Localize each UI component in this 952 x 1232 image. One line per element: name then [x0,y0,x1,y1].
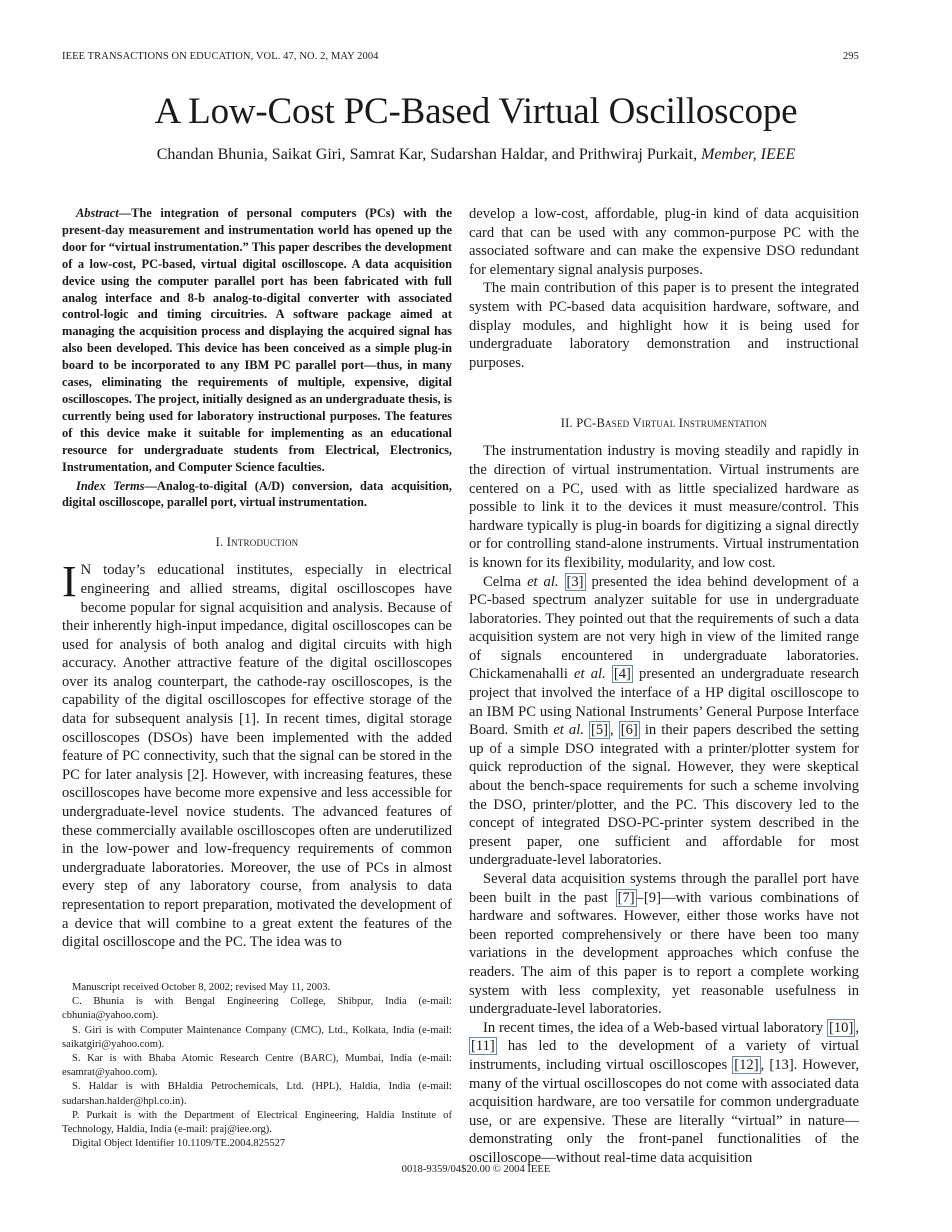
et-al: et al. [527,573,559,590]
drop-cap: I [62,557,77,607]
index-terms-text: —Analog-to-digital (A/D) conversion, data acquisition, digital oscilloscope, parallel port, virtual instrumentation. [62,478,453,510]
text-run: Several data acquisition systems through the parallel port have been built in the past [469,871,859,906]
page-number: 295 [842,51,859,62]
footnote: S. Haldar is with BHaldia Petrochemicals, Ltd. (HPL), Haldia, India (e-mail: sudarshan.halder@hpl.co.in). [62,1081,452,1107]
intro-paragraph-1 [62,557,452,951]
section2-paragraph-2: Celma et al. [3] presented the idea behind development of a PC-based spectrum analyzer suitable for use in undergraduate laboratories. They pointed out that the requirements of such a data acquisition system are not very high in view of the limited range of signals encountered in undergraduate laboratories. Chickamenahalli et al. [4] presented an undergraduate research project that involved the interface of a HP digital oscilloscope to an IBM PC using National Instruments’ General Purpose Interface Board. Smith et al. [5] , [6] in their papers described the setting up of a simple DSO integrated with a printer/plotter system for quick reproduction of the signal. However, they were skeptical about the bench-space requirements for such a scheme involving the DSO, printer/plotter, and the PC. This discovery led to the concept of integrated DSO-PC-printer system described in the present paper, one sufficient and affordable for most undergraduate-level laboratories. [469,573,860,869]
text-run: presented an undergraduate research project that involved the interface of a HP digital oscilloscope to an IBM PC using National Instruments’ General Purpose Interface Board. Smith [469,666,859,739]
text-run: , [13]. However, many of the virtual oscilloscopes do not come with associated data acquisition hardware, are too versatile for common undergraduate use, or are expensive. These are literally “virtual” in nature—demonstrating only the front-panel functionalities of the oscilloscope—without real-time data acquisition [469,1056,859,1166]
text-run: Celma [483,573,528,590]
footnote: Manuscript received October 8, 2002; revised May 11, 2003. [72,982,331,993]
section-numeral: I. [215,535,224,550]
index-terms-label: Index Terms [76,478,145,493]
footnote: S. Giri is with Computer Maintenance Company (CMC), Ltd., Kolkata, India (e-mail: saikatgiri@yahoo.com). [62,1024,452,1050]
footnote: S. Kar is with Bhaba Atomic Research Centre (BARC), Mumbai, India (e-mail: esamrat@yahoo.com). [62,1053,452,1079]
author-line [0,146,952,164]
abstract [62,205,452,476]
section-heading-virtual-instrumentation [469,416,859,431]
citation-link-5[interactable]: [5] [591,722,609,739]
author-membership: Member, IEEE [701,146,796,163]
right-column [469,205,859,1168]
copyright-footer: 0018-9359/04$20.00 © 2004 IEEE [401,1164,551,1175]
citation-link-12[interactable]: [12] [734,1056,759,1073]
citation-link-10[interactable]: [10] [829,1019,854,1036]
footnote: C. Bhunia is with Bengal Engineering College, Shibpur, India (e-mail: cbhunia@yahoo.com). [62,996,452,1022]
et-al: et al. [574,666,606,683]
citation-link-7[interactable]: [7] [617,889,635,906]
footnote: P. Purkait is with the Department of Electrical Engineering, Haldia Institute of Technology, Haldia, India (e-mail: praj@iee.org). [62,1109,452,1136]
section-title: Introduction [226,535,299,550]
abstract-label: Abstract [76,206,119,220]
section2-paragraph-1: The instrumentation industry is moving steadily and rapidly in the direction of virtual instrumentation. Virtual instruments are centered on a PC, used with as little specialized hardware as possible to link it to the devices it must measure/control. This hardware typically is plug-in boards for digitizing a signal directly or for controlling stand-alone instruments. Virtual instrumentation is known for its flexibility, modularity, and low cost. [469,443,859,571]
et-al: et al. [553,722,584,739]
intro-paragraph-2: The main contribution of this paper is to present the integrated system with PC-based data acquisition hardware, software, and display modules, and highlight how it is being used for undergraduate laboratory demonstration and instructional purposes. [469,280,859,371]
left-column [62,205,452,952]
index-terms [62,478,452,512]
section2-paragraph-3 [469,870,859,1019]
running-header [62,51,859,62]
abstract-text: —The integration of personal computers (PCs) with the present-day measurement and instrumentation world has opened up the door for “virtual instrumentation.” This paper describes the development of a low-cost, PC-based, virtual digital oscilloscope. A data acquisition device using the computer parallel port has been fabricated with full analog interface and 8-b analog-to-digital converter with associated control-logic and timing circuitries. A software package aimed at managing the acquisition process and displaying the acquired signal has also been developed. This device has been conceived as a simple plug-in board to be incorporated to any IBM PC parallel port—thus, in many cases, eliminating the requirements of multiple, expensive, digital oscilloscopes. The project, initially designed as an undergraduate thesis, is currently being used for laboratory instructional purposes. The features of this device make it suitable for implementing as an educational resource for undergraduate students from Electrical, Electronics, Instrumentation, and Computer Science faculties. [62,206,452,474]
text-run: In recent times, the idea of a Web-based virtual laboratory [483,1019,828,1036]
text-run: presented the idea behind development of a PC-based spectrum analyzer suitable for use in undergraduate laboratories. They pointed out that the requirements of such a data acquisition system are not very high in view of the limited range of signals encountered in undergraduate laboratories. Chickamenahalli [469,573,860,683]
text-run: has led to the development of a variety of virtual instruments, including virtual oscilloscopes [469,1038,859,1073]
footnotes [62,981,452,1151]
citation-link-11[interactable]: [11] [471,1038,495,1055]
citation-link-6[interactable]: [6] [620,722,638,739]
section-heading-introduction [62,535,452,550]
section-title: PC-Based Virtual Instrumentation [576,416,768,431]
paper-title: A Low-Cost PC-Based Virtual Oscilloscope [154,91,798,132]
intro-paragraph-1-text: N today’s educational institutes, especially in electrical engineering and allied streams, digital oscilloscopes have become popular for signal acquisition and analysis. Because of their inherently high-input impedance, digital oscilloscopes can be used for analysis of both analog and digital circuits with high accuracy. Another attractive feature of the digital oscilloscopes over its analog counterpart, the cathode-ray oscilloscopes, is the capability of the digital oscilloscopes for effective storage of the data for subsequent analysis [1]. In recent times, digital storage oscilloscopes (DSOs) have been implemented with the added feature of PC connectivity, such that the signal can be stored in the PC for later analysis [2]. However, with increasing features, these oscilloscopes have become more expensive and less accessible for undergraduate-level novice students. The advanced features of these commercially available oscilloscopes often are underutilized in the low-power and low-frequency requirements of common undergraduate laboratories. Moreover, the use of PCs in almost every step of any laboratory course, from analysis to data representation to report preparation, motivated the development of a device that will combine to a great extent the features of the digital oscilloscope and the PC. The idea was to [62,562,452,951]
text-run: in their papers described the setting up of a simple DSO integrated with a printer/plotter system for quick reproduction of the signal. However, they were skeptical about the bench-space requirements for such a scheme involving the DSO, printer/plotter, and the PC. This discovery led to the concept of integrated DSO-PC-printer system described in the present paper, one sufficient and affordable for most undergraduate-level laboratories. [469,722,860,869]
footnote: Digital Object Identifier 10.1109/TE.2004.825527 [72,1138,286,1150]
section-numeral: II. [560,416,573,431]
citation-link-3[interactable]: [3] [566,573,584,590]
section2-paragraph-4: In recent times, the idea of a Web-based virtual laboratory [10] , [11] has led to the development of a variety of virtual instruments, including virtual oscilloscopes [12] , [13]. However, many of the virtual oscilloscopes do not come with associated data acquisition hardware, are too versatile for common undergraduate use, or are expensive. These are literally “virtual” in nature—demonstrating only the front-panel functionalities of the oscilloscope—without real-time data acquisition [469,1019,859,1166]
author-names: Chandan Bhunia, Saikat Giri, Samrat Kar, Sudarshan Haldar, and Prithwiraj Purkait, [156,146,698,163]
journal-citation: IEEE TRANSACTIONS ON EDUCATION, VOL. 47, NO. 2, MAY 2004 [62,51,379,62]
citation-link-4[interactable]: [4] [613,666,631,683]
text-run: –[9]—with various combinations of hardware and softwares. However, either those works have not been reported comprehensively or there have been too many variations in the development approaches which confuse the readers. The aim of this paper is to report a complete working system with less complexity, yet reasonable usefulness in undergraduate-level laboratories. [469,889,859,1018]
intro-paragraph-1-continued: develop a low-cost, affordable, plug-in kind of data acquisition card that can be used with any common-purpose PC with the associated software and can make the expensive DSO redundant for elementary signal analysis purposes. [469,206,859,278]
